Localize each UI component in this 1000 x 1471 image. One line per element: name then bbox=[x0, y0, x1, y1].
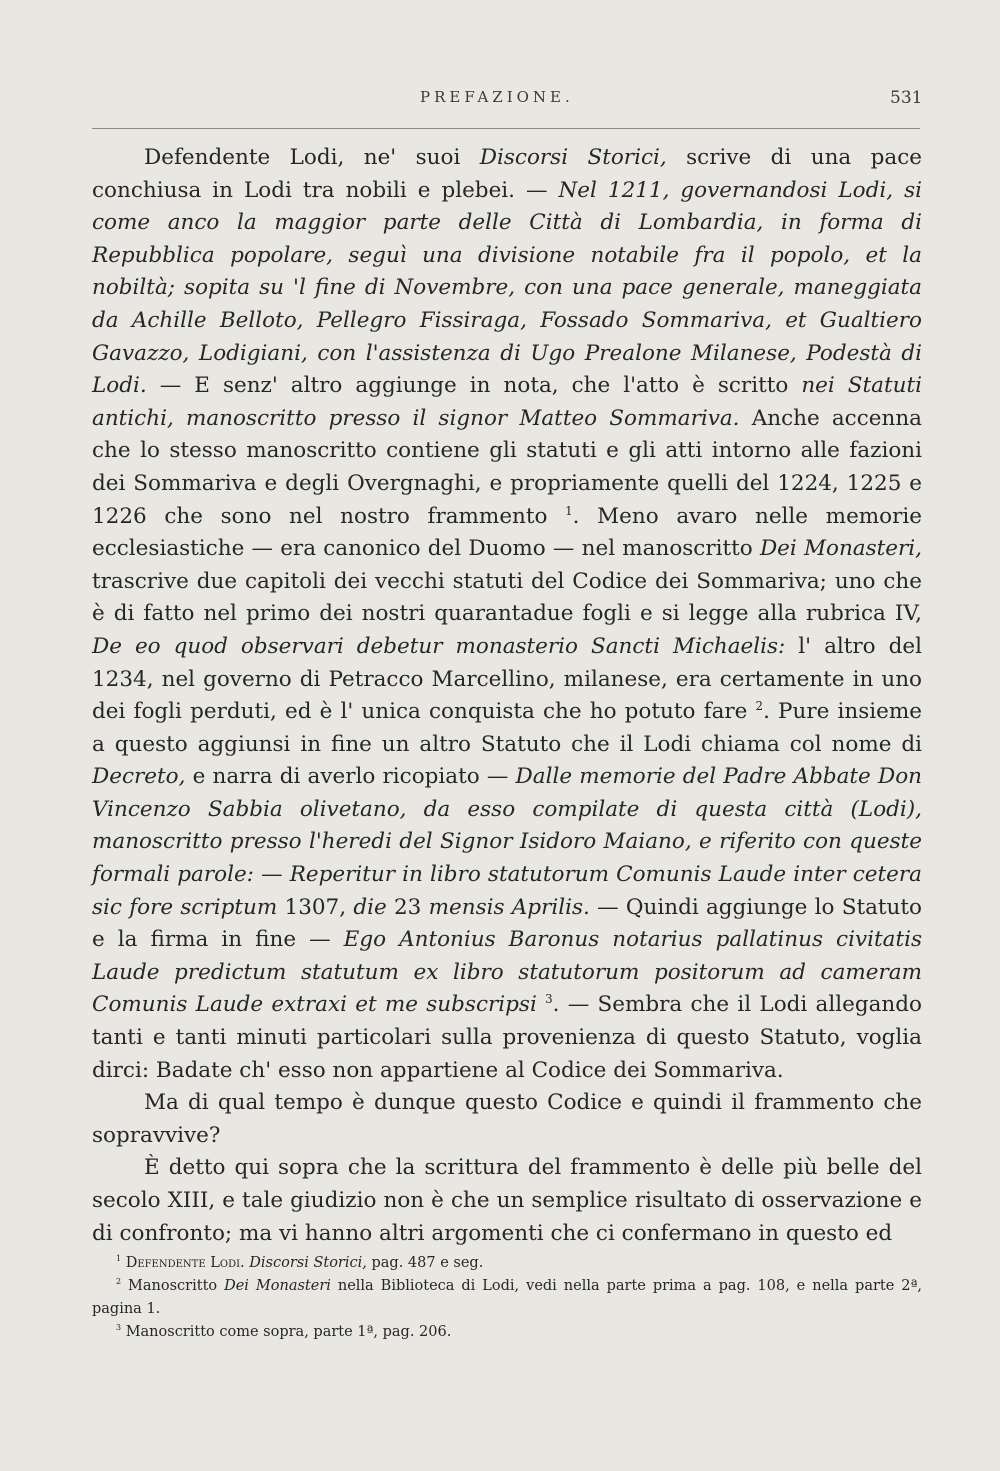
text-run: . — Sembra che il Lodi allegando tanti e tanti minuti particolari sulla provenienza di questo Statuto, voglia dirci: Badate ch' esso non appartiene al Codice dei Sommariva. bbox=[92, 992, 922, 1083]
footnote-ref-2: 2 bbox=[755, 698, 764, 713]
footnote-ref-3: 3 bbox=[545, 992, 553, 1007]
text-run: — E senz' altro aggiunge in nota, che l'atto è scritto bbox=[146, 373, 802, 399]
footnotes bbox=[92, 1252, 922, 1344]
text-run: . Pure insieme a questo aggiunsi in fine un altro Statuto che il Lodi chiama col nome di bbox=[92, 699, 922, 757]
footnote-mark: 2 bbox=[116, 1277, 122, 1287]
footnote-text: Manoscritto come sopra, parte 1ª, pag. 206. bbox=[125, 1324, 452, 1340]
italic-run: Discorsi Storici, bbox=[479, 145, 667, 170]
paragraph-3: È detto qui sopra che la scrittura del frammento è delle più belle del secolo XIII, e tale giudizio non è che un semplice risultato di osservazione e di confronto; ma vi hanno altri argomenti che ci confermano in questo ed bbox=[92, 1155, 922, 1246]
text-run: scrive di una pace conchiusa in Lodi tra nobili e plebei. — bbox=[92, 145, 922, 203]
footnote-1 bbox=[92, 1252, 922, 1275]
footnote-text: Manoscritto bbox=[128, 1278, 225, 1294]
italic-run: Decreto, bbox=[92, 764, 186, 790]
text-run: — Quindi aggiunge lo Statuto e la firma in fine — bbox=[92, 894, 922, 953]
italic-quote: Nel 1211, governandosi Lodi, si come anco la maggior parte delle Città di Lombardia, in forma di Repubblica popolare, seguì una divisione notabile fra il popolo, et la nobiltà; sopita su 'l fine di Novembre, con una pace generale, maneggiata da Achille Belloto, Pellegro Fissiraga, Fossado Sommariva, et Gualtiero Gavazzo, Lodigiani, con l'assistenza di Ugo Prealone Milanese, Podestà di Lodi. bbox=[92, 177, 922, 399]
running-head: PREFAZIONE. bbox=[420, 88, 574, 106]
italic-run: die bbox=[353, 894, 387, 920]
footnote-2 bbox=[92, 1275, 922, 1321]
footnote-text: pag. 487 e seg. bbox=[366, 1255, 484, 1271]
text-run: trascrive due capitoli dei vecchi statuti del Codice dei Sommariva; uno che è di fatto nel primo dei nostri quarantadue fogli e si legge alla rubrica IV, bbox=[92, 568, 922, 627]
footnote-3 bbox=[92, 1321, 922, 1344]
footnote-text: nella Biblioteca di Lodi, vedi nella parte prima a pag. 108, e nella parte 2ª, pagina 1. bbox=[92, 1278, 922, 1317]
footnote-mark: 3 bbox=[116, 1323, 122, 1333]
text-run: Defendente Lodi, ne' suoi bbox=[144, 145, 480, 170]
text-run: Anche accenna che lo stesso manoscritto contiene gli statuti e gli atti intorno alle fazioni dei Sommariva e degli Overgnaghi, e propriamente quelli del 1224, 1225 e 1226 che sono nel nostro frammento bbox=[92, 405, 922, 529]
page-number: 531 bbox=[890, 88, 923, 108]
footnote-author: Defendente Lodi. bbox=[125, 1255, 245, 1271]
italic-quote: Dalle memorie del Padre Abbate Don Vincenzo Sabbia olivetano, da esso compilate di questa città (Lodi), manoscritto presso l'heredi del Signor Isidoro Maiano, e riferito con queste formali parole: — Reperitur in libro statutorum Comunis Laude inter cetera sic fore scriptum bbox=[92, 764, 922, 920]
footnote-title: Discorsi Storici, bbox=[249, 1255, 367, 1271]
text-run: 1307, bbox=[277, 894, 354, 920]
text-run: l' altro del 1234, nel governo di Petracco Marcellino, milanese, era certamente in uno dei fogli perduti, ed è l' unica conquista che ho potuto fare bbox=[92, 633, 922, 725]
header-rule bbox=[92, 128, 920, 129]
text-run: e narra di averlo ricopiato — bbox=[185, 764, 516, 790]
footnote-mark: 1 bbox=[116, 1254, 122, 1264]
footnote-title: Dei Monasteri bbox=[224, 1278, 331, 1294]
italic-quote: Ego Antonius Baronus notarius pallatinus civitatis Laude predictum statutum ex libro statutorum positorum ad cameram Comunis Laude extraxi et me subscripsi bbox=[92, 927, 922, 1018]
footnote-rule bbox=[92, 1240, 920, 1241]
italic-run: De eo quod observari debetur monasterio Sancti Michaelis: bbox=[92, 633, 786, 659]
text-run bbox=[537, 992, 545, 1017]
italic-run: Dei Monasteri, bbox=[759, 536, 922, 562]
text-run: 23 bbox=[386, 894, 429, 920]
footnote-ref-1: 1 bbox=[565, 503, 573, 518]
italic-run: nei Statuti antichi, manoscritto presso il signor Matteo Sommariva. bbox=[92, 373, 922, 431]
body-text bbox=[92, 142, 922, 1250]
paragraph-2: Ma di qual tempo è dunque questo Codice e quindi il frammento che sopravvive? bbox=[92, 1090, 922, 1148]
text-run: . Meno avaro nelle memorie ecclesiastiche — era canonico del Duomo — nel manoscritto bbox=[92, 503, 923, 562]
paragraph-1 bbox=[92, 142, 922, 1087]
italic-run: mensis Aprilis. bbox=[428, 894, 590, 920]
